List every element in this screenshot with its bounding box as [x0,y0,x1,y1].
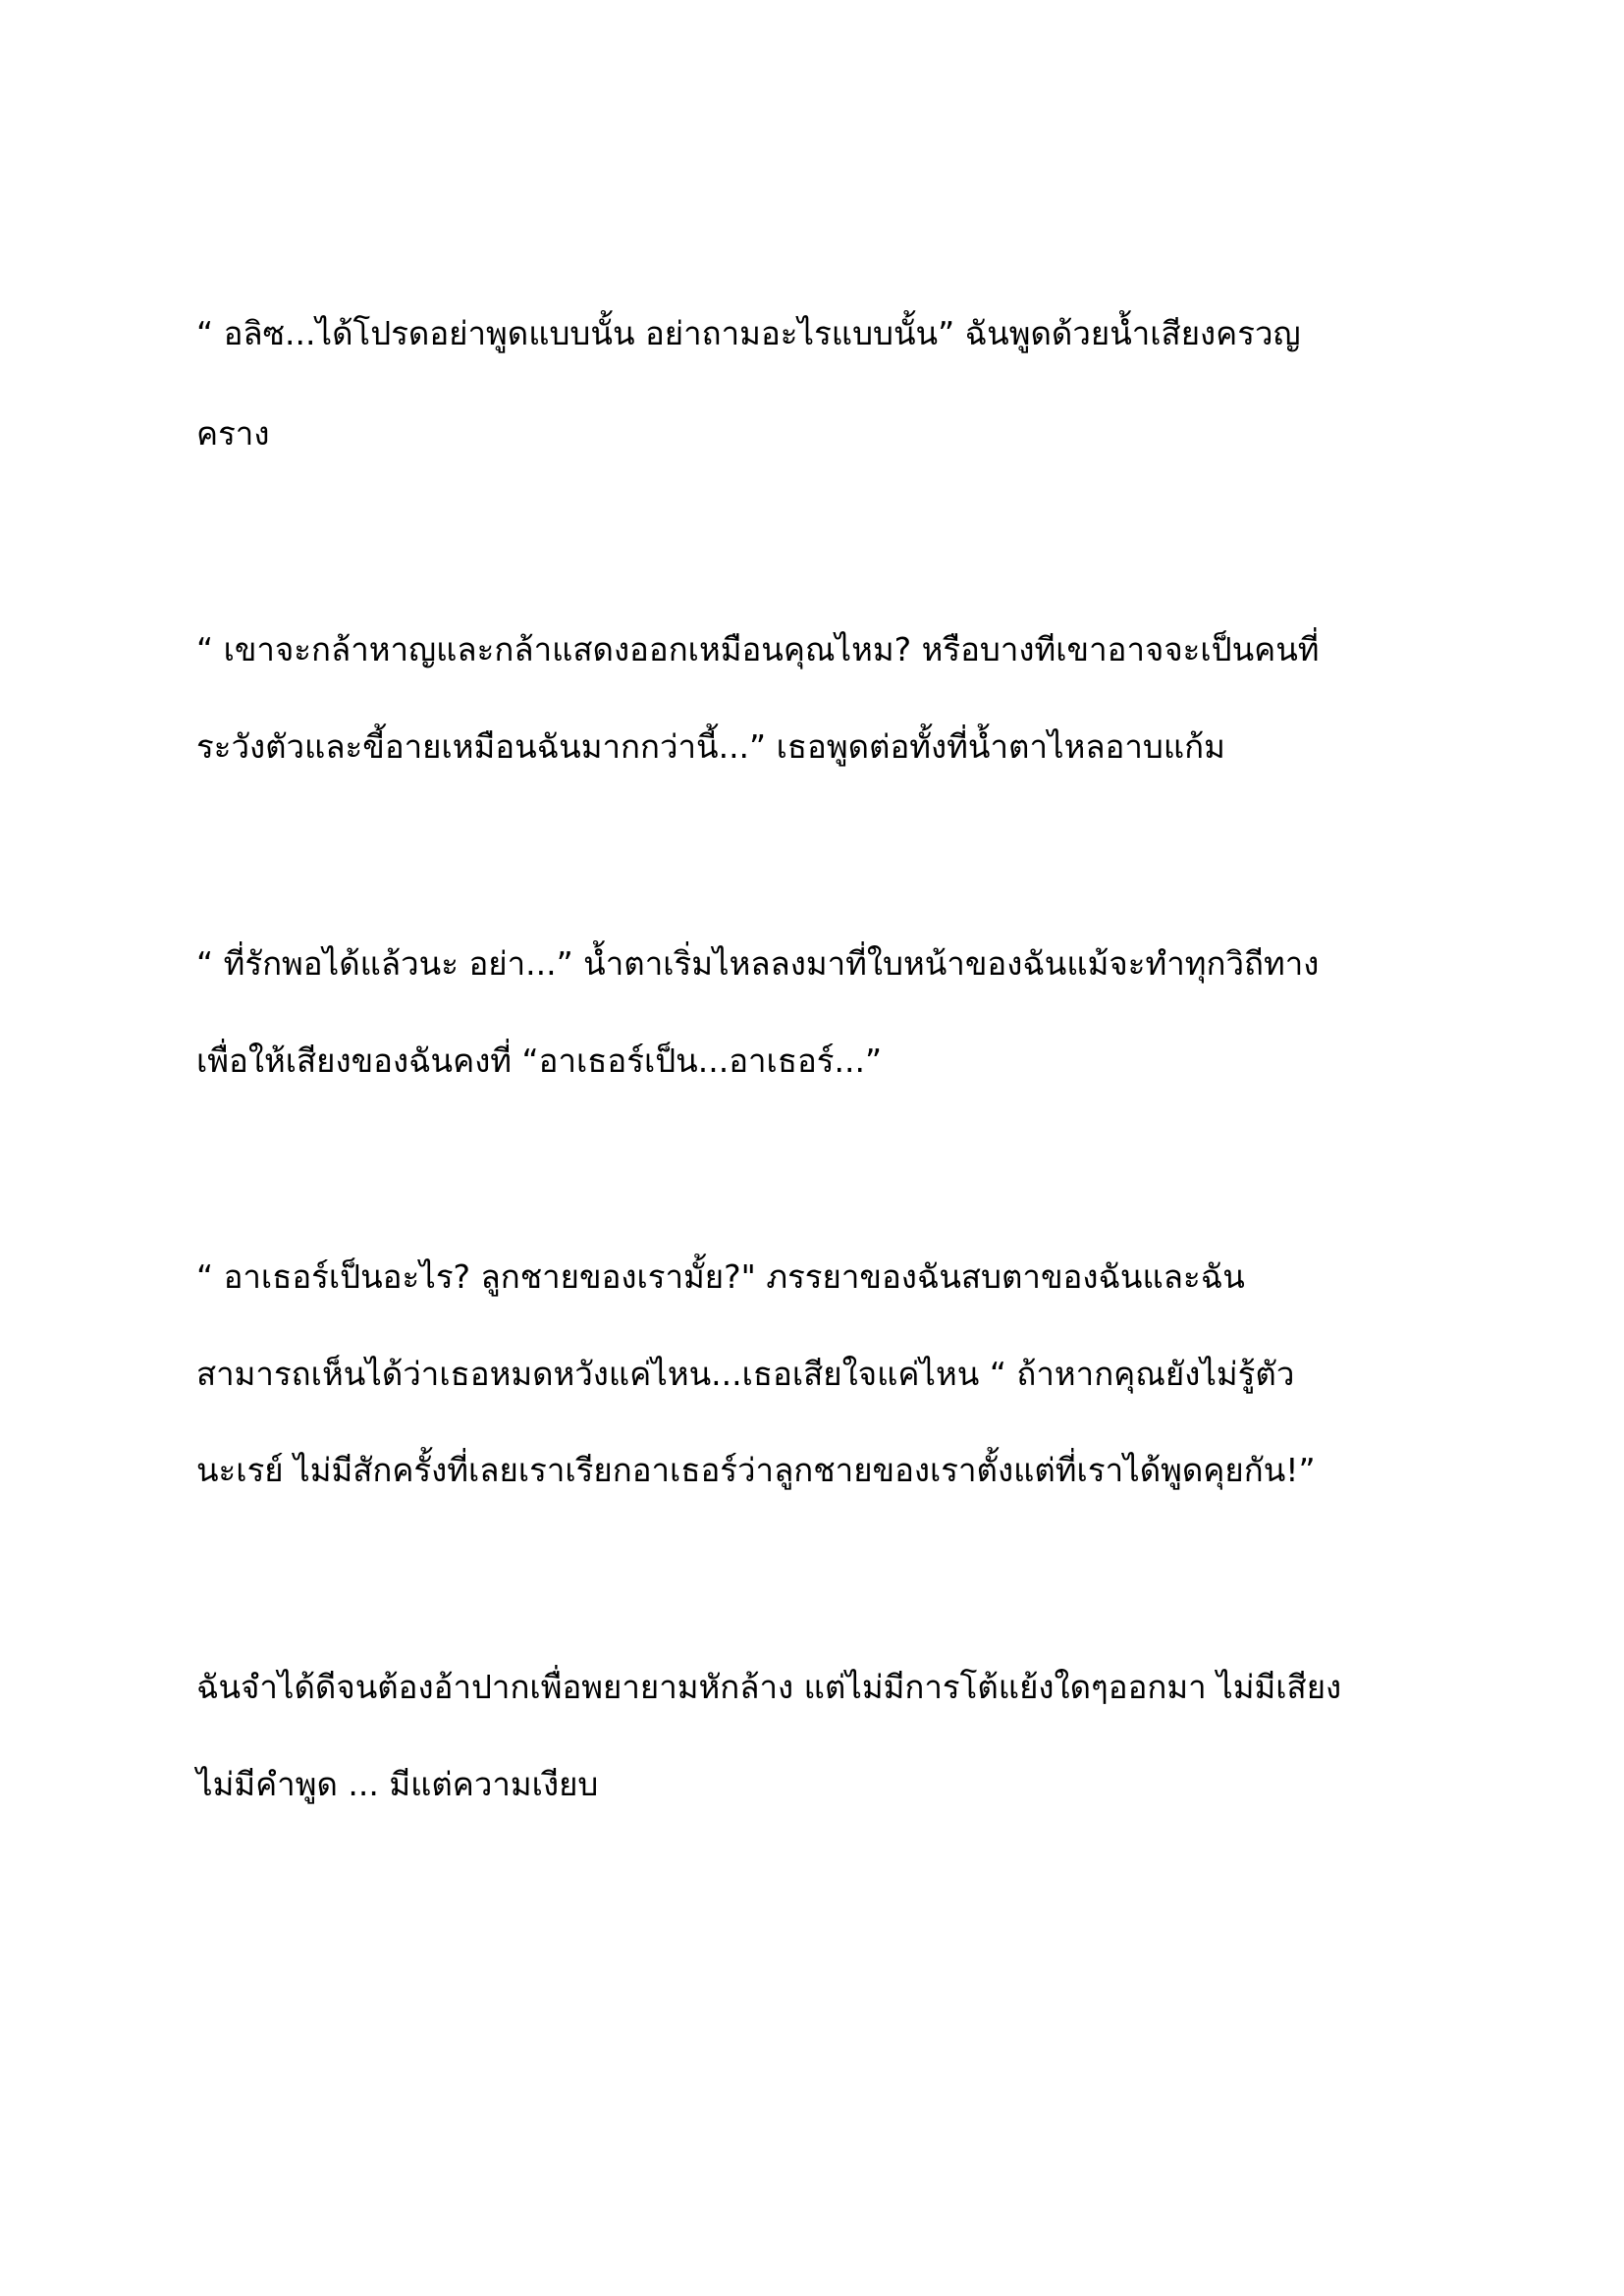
paragraph-3-line-1: “ ที่รักพอได้แล้วนะ อย่า...” น้ำตาเริ่มไหลลงมาที่ใบหน้าของฉันแม้จะทำทุกวิถีทาง [196,944,1320,983]
paragraph-2-line-1: “ เขาจะกล้าหาญและกล้าแสดงออกเหมือนคุณไหม? หรือบางทีเขาอาจจะเป็นคนที่ [196,630,1320,668]
paragraph-4-line-2: สามารถเห็นได้ว่าเธอหมดหวังแค่ไหน...เธอเสียใจแค่ไหน “ ถ้าหากคุณยังไม่รู้ตัว [196,1355,1295,1393]
paragraph-1-line-1: “ อลิซ...ได้โปรดอย่าพูดแบบนั้น อย่าถามอะไรแบบนั้น” ฉันพูดด้วยน้ำเสียงครวญ [196,314,1301,352]
paragraph-5-line-2: ไม่มีคำพูด ... มีแต่ความเงียบ [196,1765,599,1803]
paragraph-4-line-3: นะเรย์ ไม่มีสักครั้งที่เลยเราเรียกอาเธอร์ว่าลูกชายของเราตั้งแต่ที่เราได้พูดคุยกัน!” [196,1451,1316,1489]
paragraph-1-line-2: คราง [196,414,270,453]
paragraph-2-line-2: ระวังตัวและขี้อายเหมือนฉันมากกว่านี้...” เธอพูดต่อทั้งที่น้ำตาไหลอาบแก้ม [196,727,1225,766]
paragraph-5-line-1: ฉันจำได้ดีจนต้องอ้าปากเพื่อพยายามหักล้าง แต่ไม่มีการโต้แย้งใดๆออกมา ไม่มีเสียง [196,1668,1342,1706]
paragraph-3-line-2: เพื่อให้เสียงของฉันคงที่ “อาเธอร์เป็น...อาเธอร์...” [196,1041,883,1080]
paragraph-4-line-1: “ อาเธอร์เป็นอะไร? ลูกชายของเรามั้ย?" ภรรยาของฉันสบตาของฉันและฉัน [196,1257,1245,1296]
